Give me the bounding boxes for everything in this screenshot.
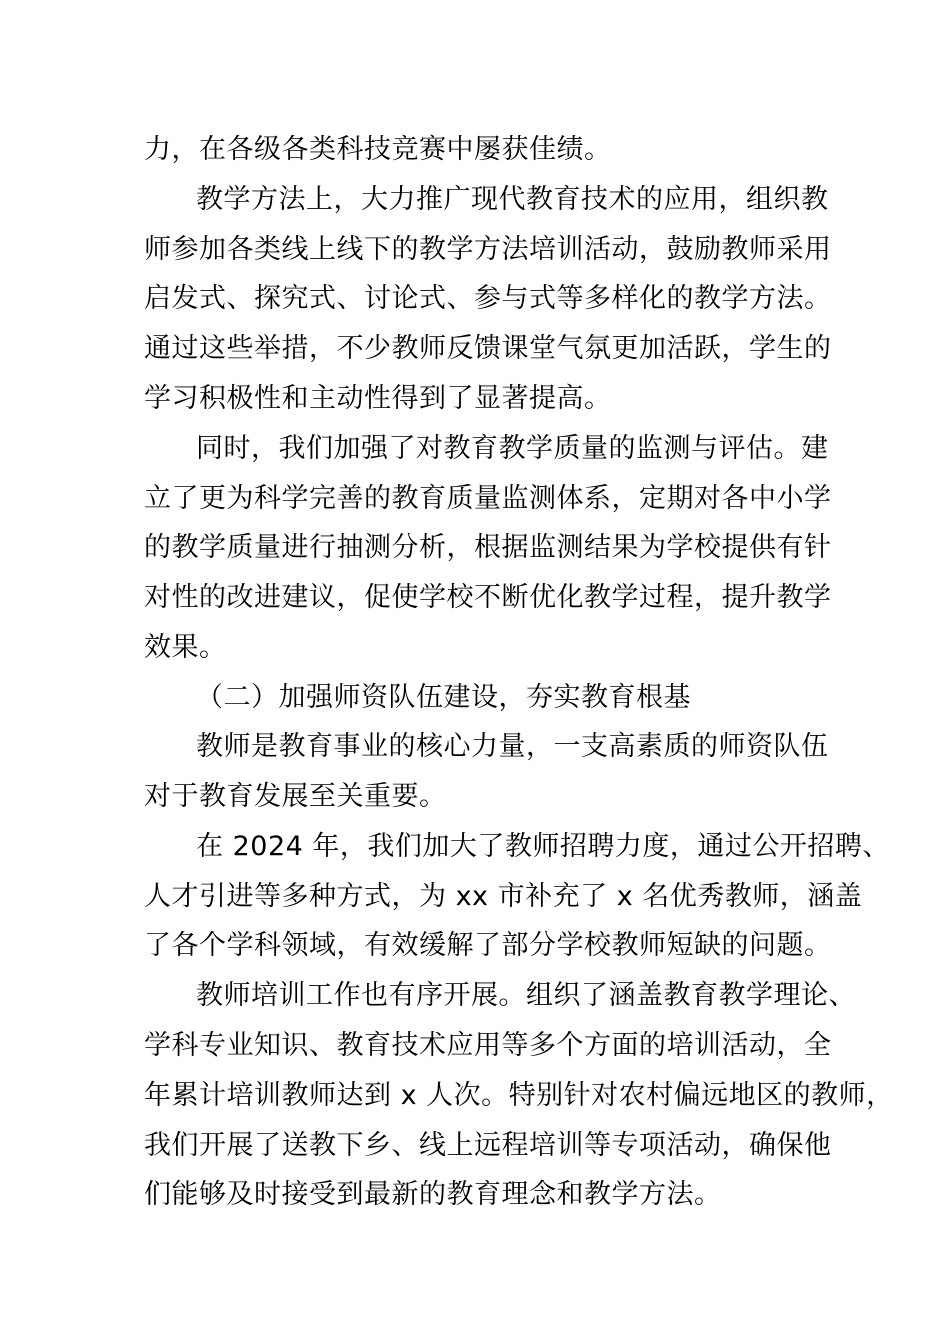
paragraph-line: 力，在各级各类科技竞赛中屡获佳绩。 bbox=[144, 134, 612, 165]
paragraph-line: 教学方法上，大力推广现代教育技术的应用，组织教 bbox=[196, 184, 829, 215]
paragraph-line: 通过这些举措，不少教师反馈课堂气氛更加活跃，学生的 bbox=[144, 333, 832, 364]
paragraph-line: 我们开展了送教下乡、线上远程培训等专项活动，确保他 bbox=[144, 1130, 832, 1161]
paragraph-line: 在 2024 年，我们加大了教师招聘力度，通过公开招聘、 bbox=[196, 831, 890, 862]
paragraph-line: 年累计培训教师达到 x 人次。特别针对农村偏远地区的教师， bbox=[144, 1080, 894, 1111]
paragraph-line: 了各个学科领域，有效缓解了部分学校教师短缺的问题。 bbox=[144, 930, 832, 961]
paragraph-line: 启发式、探究式、讨论式、参与式等多样化的教学方法。 bbox=[144, 283, 832, 314]
section-heading: （二）加强师资队伍建设，夯实教育根基 bbox=[196, 682, 691, 713]
paragraph-line: 学习积极性和主动性得到了显著提高。 bbox=[144, 383, 612, 414]
paragraph-line: 教师是教育事业的核心力量，一支高素质的师资队伍 bbox=[196, 731, 829, 762]
paragraph-line: 学科专业知识、教育技术应用等多个方面的培训活动，全 bbox=[144, 1030, 832, 1061]
paragraph-line: 同时，我们加强了对教育教学质量的监测与评估。建 bbox=[196, 433, 829, 464]
paragraph-line: 们能够及时接受到最新的教育理念和教学方法。 bbox=[144, 1179, 722, 1210]
paragraph-line: 对性的改进建议，促使学校不断优化教学过程，提升教学 bbox=[144, 582, 832, 613]
paragraph-line: 的教学质量进行抽测分析，根据监测结果为学校提供有针 bbox=[144, 532, 832, 563]
paragraph-line: 对于教育发展至关重要。 bbox=[144, 781, 447, 812]
paragraph-line: 效果。 bbox=[144, 632, 227, 663]
paragraph-line: 人才引进等多种方式，为 xx 市补充了 x 名优秀教师，涵盖 bbox=[144, 881, 863, 912]
paragraph-line: 立了更为科学完善的教育质量监测体系，定期对各中小学 bbox=[144, 483, 832, 514]
paragraph-line: 教师培训工作也有序开展。组织了涵盖教育教学理论、 bbox=[196, 980, 856, 1011]
paragraph-line: 师参加各类线上线下的教学方法培训活动，鼓励教师采用 bbox=[144, 234, 832, 265]
